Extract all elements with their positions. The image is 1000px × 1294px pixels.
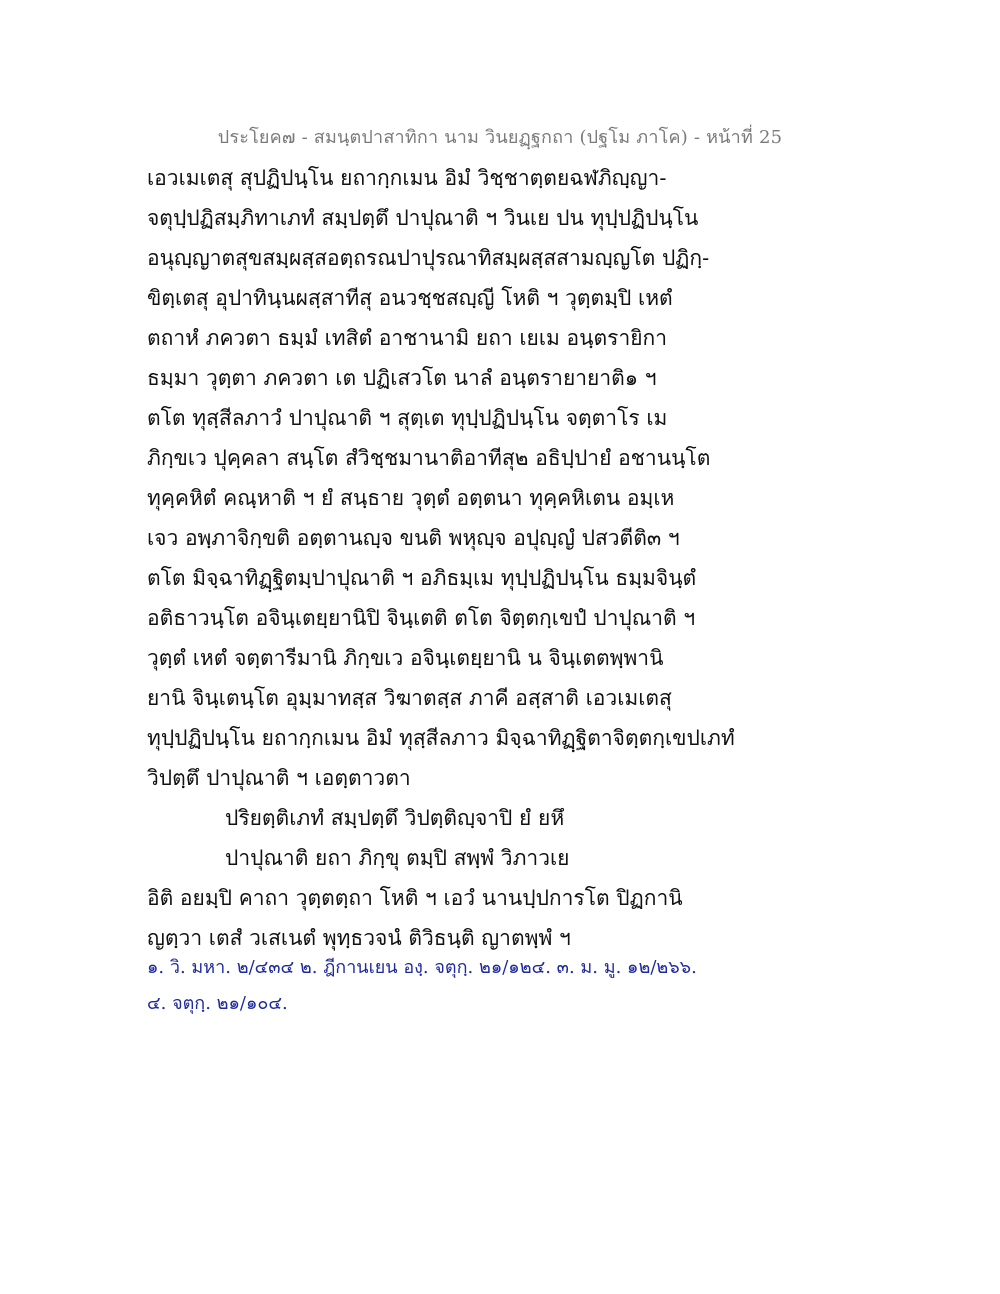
text-line: ขิตฺเตสุ อุปาทินฺนผสฺสาทีสุ อนวชฺชสญฺญี โหติ ฯ วุตฺตมฺปิ เหตํ [147, 286, 673, 310]
text-line: วิปตฺตึ ปาปุณาติ ฯ เอตฺตาวตา [147, 766, 411, 790]
text-line: ทุปฺปฏิปนฺโน ยถากฺกเมน อิมํ ทุสฺสีลภาว มิจฺฉาทิฏฺฐิตาจิตฺตกฺเขปเภทํ [147, 726, 735, 750]
text-line: ธมฺมา วุตฺตา ภควตา เต ปฏิเสวโต นาลํ อนฺตรายายาติ๑ ฯ [147, 366, 657, 390]
text-line: ยานิ จินฺเตนฺโต อุมฺมาทสฺส วิฆาตสฺส ภาคี อสฺสาติ เอวเมเตสุ [147, 686, 672, 710]
text-line: จตุปฺปฏิสมฺภิทาเภทํ สมฺปตฺตึ ปาปุณาติ ฯ วินเย ปน ทุปฺปฏิปนฺโน [147, 206, 699, 230]
verse-line: ปาปุณาติ ยถา ภิกฺขุ ตมฺปิ สพฺพํ วิภาวเย [225, 846, 570, 870]
footnote-line: ๑. วิ. มหา. ๒/๔๓๔ ๒. ฎีกานเยน องฺ. จตุกฺ. ๒๑/๑๒๔. ๓. ม. มู. ๑๒/๒๖๖. [147, 957, 697, 978]
text-line: อิติ อยมฺปิ คาถา วุตฺตตฺถา โหติ ฯ เอวํ นานปฺปการโต ปิฏกานิ [147, 886, 683, 910]
footnotes [147, 950, 867, 1022]
text-line: วุตฺตํ เหตํ จตฺตารีมานิ ภิกฺขเว อจินฺเตยฺยานิ น จินฺเตตพฺพานิ [147, 646, 664, 670]
page-header: ประโยค๗ - สมนฺตปาสาทิกา นาม วินยฏฺฐกถา (ปฐโม ภาโค) - หน้าที่ 25 [217, 127, 783, 148]
text-line: เอวเมเตสุ สุปฏิปนฺโน ยถากฺกเมน อิมํ วิชฺชาตฺตยฉฬภิญฺญา- [147, 166, 667, 190]
text-line: ตโต ทุสฺสีลภาวํ ปาปุณาติ ฯ สุตฺเต ทุปฺปฏิปนฺโน จตฺตาโร เม [147, 406, 668, 430]
text-line: ญตฺวา เตสํ วเสเนตํ พุทฺธวจนํ ติวิธนฺติ ญาตพฺพํ ฯ [147, 926, 571, 950]
main-text [147, 158, 867, 958]
text-line: ทุคฺคหิตํ คณฺหาติ ฯ ยํ สนฺธาย วุตฺตํ อตฺตนา ทุคฺคหิเตน อมฺเห [147, 486, 675, 510]
text-line: ตโต มิจฺฉาทิฏฺฐิตมฺปาปุณาติ ฯ อภิธมฺเม ทุปฺปฏิปนฺโน ธมฺมจินฺตํ [147, 566, 697, 590]
text-line: ตถาหํ ภควตา ธมฺมํ เทสิตํ อาชานามิ ยถา เยเม อนฺตรายิกา [147, 326, 668, 350]
text-line: อติธาวนฺโต อจินฺเตยฺยานิปิ จินฺเตติ ตโต จิตฺตกฺเขปํ ปาปุณาติ ฯ [147, 606, 696, 630]
verse-block [147, 798, 867, 878]
text-line: อนุญฺญาตสุขสมฺผสฺสอตฺถรณปาปุรณาทิสมฺผสฺสสามญฺญโต ปฏิกฺ- [147, 246, 710, 270]
verse-line: ปริยตฺติเภทํ สมฺปตฺตึ วิปตฺติญฺจาปิ ยํ ยหึ [225, 806, 565, 830]
text-line: เจว อพฺภาจิกฺขติ อตฺตานญฺจ ขนติ พหุญฺจ อปุญฺญํ ปสวตีติ๓ ฯ [147, 526, 680, 550]
footnote-line: ๔. จตุกฺ. ๒๑/๑๐๔. [147, 993, 288, 1014]
text-line: ภิกฺขเว ปุคฺคลา สนฺโต สํวิชฺชมานาติอาทีสุ๒ อธิปฺปายํ อชานนฺโต [147, 446, 711, 470]
